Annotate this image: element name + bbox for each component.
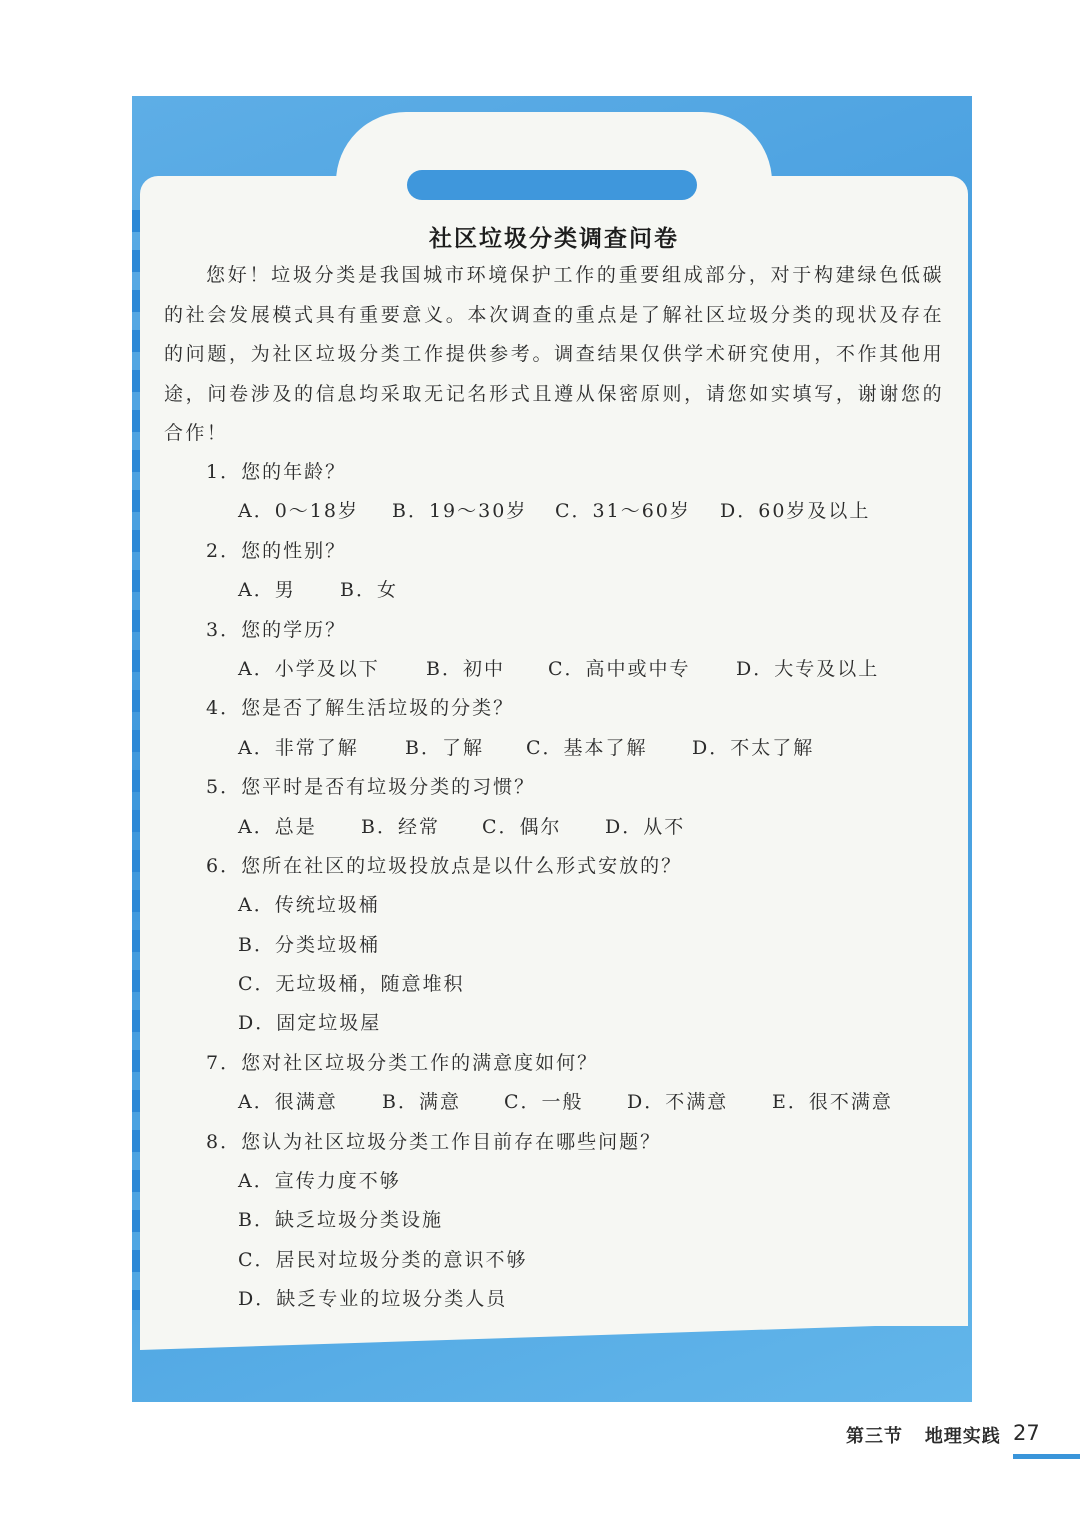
option-7b[interactable]: B．满意: [382, 1091, 461, 1114]
question-6: 6．您所在社区的垃圾投放点是以什么形式安放的？: [206, 854, 683, 877]
question-7-options: [206, 1083, 946, 1122]
option-5d[interactable]: D．从不: [605, 815, 686, 838]
questionnaire-title: 社区垃圾分类调查问卷: [429, 226, 679, 252]
question-4: 4．您是否了解生活垃圾的分类？: [206, 697, 515, 720]
option-8b[interactable]: B．缺乏垃圾分类设施: [238, 1209, 443, 1232]
option-3c[interactable]: C．高中或中专: [548, 657, 691, 680]
option-3d[interactable]: D．大专及以上: [736, 657, 880, 680]
page-number: 27: [1013, 1421, 1040, 1445]
page-footer-section: [846, 1422, 1001, 1448]
question-3-options: [206, 650, 946, 689]
option-4c[interactable]: C．基本了解: [526, 736, 648, 759]
question-2-options: [206, 571, 946, 610]
page-number-underline: [1013, 1454, 1080, 1459]
question-5: 5．您平时是否有垃圾分类的习惯？: [206, 776, 536, 799]
option-4b[interactable]: B．了解: [405, 736, 484, 759]
option-1c[interactable]: C．31～60岁: [555, 500, 691, 523]
option-3b[interactable]: B．初中: [426, 657, 505, 680]
option-6a[interactable]: A．传统垃圾桶: [238, 894, 380, 917]
question-2: 2．您的性别？: [206, 539, 347, 562]
binding-ticks: [132, 210, 140, 1310]
option-2b[interactable]: B．女: [340, 579, 398, 602]
question-1: 1．您的年龄？: [206, 461, 347, 483]
question-7: 7．您对社区垃圾分类工作的满意度如何？: [206, 1051, 599, 1074]
option-6d[interactable]: D．固定垃圾屋: [238, 1012, 382, 1035]
option-7c[interactable]: C．一般: [504, 1091, 584, 1114]
option-2a[interactable]: A．男: [238, 579, 296, 602]
option-5a[interactable]: A．总是: [238, 815, 317, 838]
question-list: [206, 453, 946, 1320]
question-5-options: [206, 808, 946, 847]
option-7a[interactable]: A．很满意: [238, 1091, 338, 1114]
question-3: 3．您的学历？: [206, 618, 347, 641]
option-8c[interactable]: C．居民对垃圾分类的意识不够: [238, 1248, 528, 1271]
question-1-options: [206, 492, 946, 531]
option-6b[interactable]: B．分类垃圾桶: [238, 933, 380, 956]
clipboard-handle: [407, 170, 697, 200]
option-5b[interactable]: B．经常: [361, 815, 440, 838]
option-4d[interactable]: D．不太了解: [692, 736, 815, 759]
option-4a[interactable]: A．非常了解: [238, 736, 359, 759]
footer-topic-label: 地理实践: [924, 1426, 1001, 1447]
option-8d[interactable]: D．缺乏专业的垃圾分类人员: [238, 1288, 508, 1311]
option-3a[interactable]: A．小学及以下: [238, 657, 380, 680]
option-1d[interactable]: D．60岁及以上: [720, 500, 871, 523]
option-1a[interactable]: A．0～18岁: [238, 500, 359, 523]
footer-section-label: 第三节: [846, 1426, 903, 1447]
option-7d[interactable]: D．不满意: [627, 1091, 729, 1114]
option-6c[interactable]: C．无垃圾桶，随意堆积: [238, 973, 465, 996]
option-7e[interactable]: E．很不满意: [772, 1091, 893, 1114]
intro-paragraph: 您好！垃圾分类是我国城市环境保护工作的重要组成部分，对于构建绿色低碳的社会发展模式具有重要意义。本次调查的重点是了解社区垃圾分类的现状及存在的问题，为社区垃圾分类工作提供参考。调查结果仅供学术研究使用，不作其他用途，问卷涉及的信息均采取无记名形式且遵从保密原则，请您如实填写，谢谢您的合作！: [164, 264, 944, 444]
option-8a[interactable]: A．宣传力度不够: [238, 1170, 401, 1193]
question-4-options: [206, 729, 946, 768]
question-8: 8．您认为社区垃圾分类工作目前存在哪些问题？: [206, 1130, 662, 1153]
option-1b[interactable]: B．19～30岁: [392, 500, 528, 523]
option-5c[interactable]: C．偶尔: [482, 815, 562, 838]
